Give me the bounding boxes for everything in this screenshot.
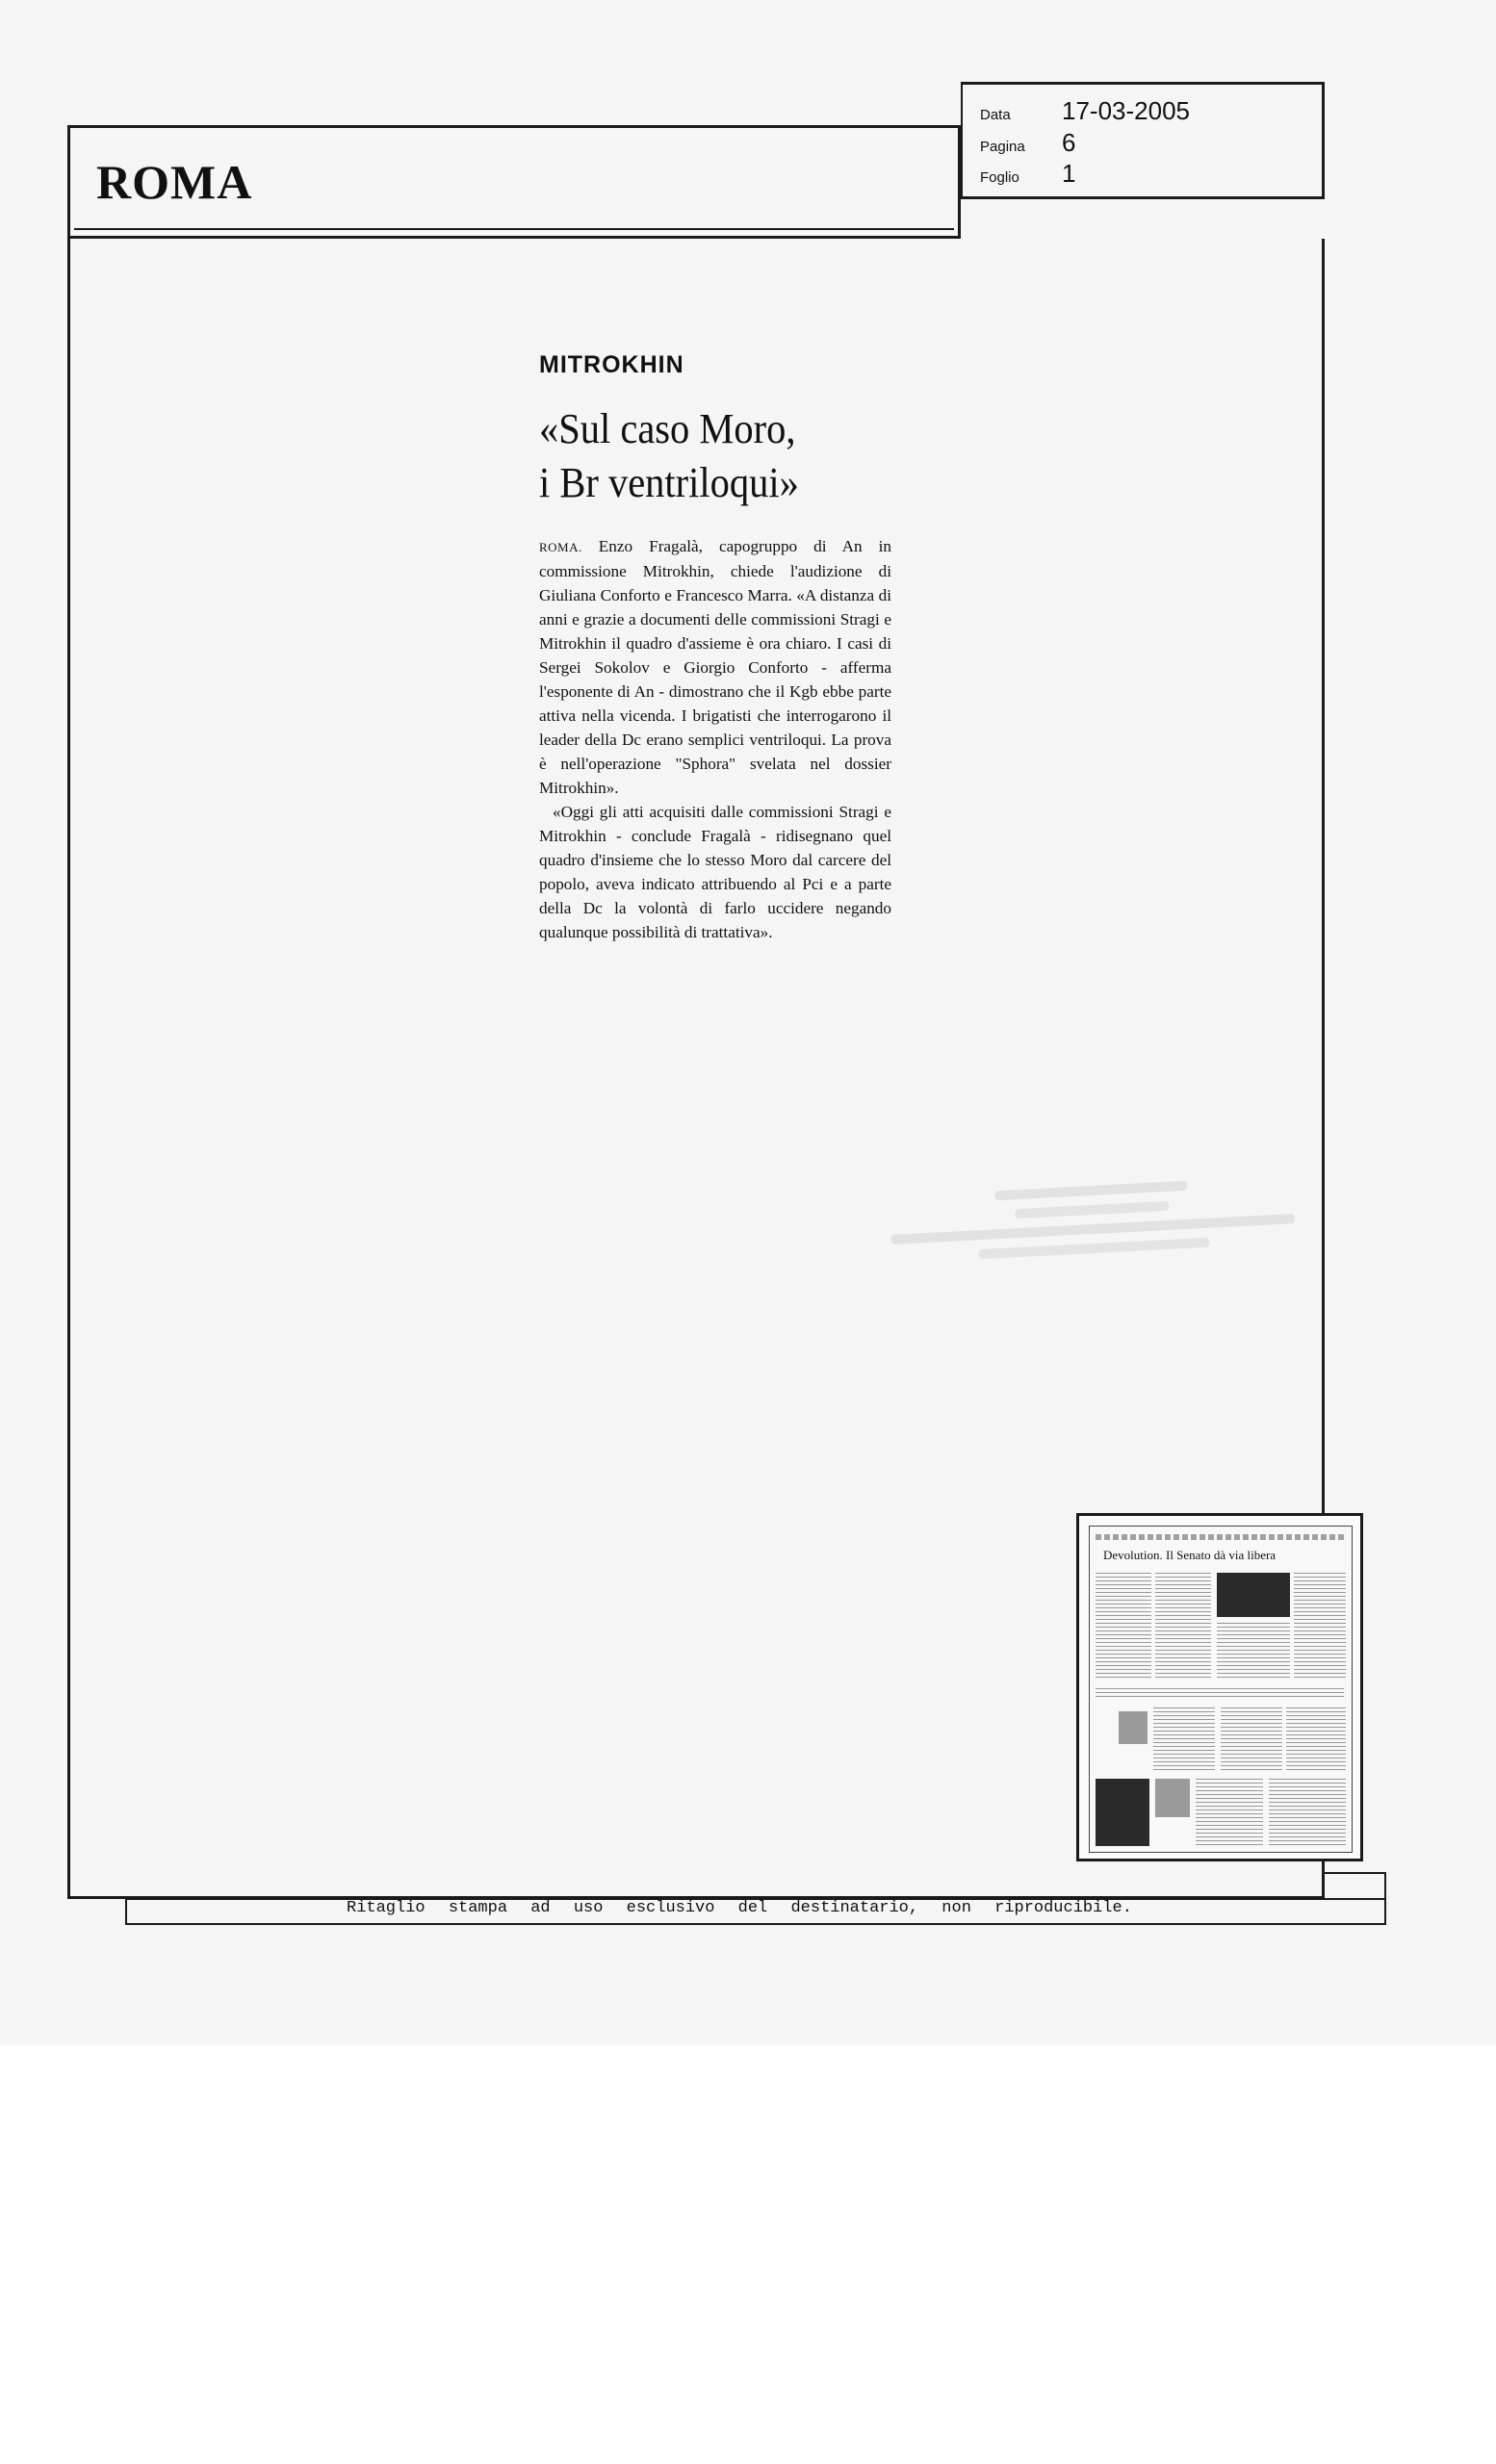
article-dateline: ROMA.: [539, 540, 582, 554]
thumbnail-column: [1221, 1707, 1282, 1771]
thumbnail-column: [1294, 1573, 1346, 1679]
newspaper-masthead: ROMA: [96, 155, 253, 209]
frame-rule: [125, 1898, 127, 1925]
page-thumbnail: [1076, 1513, 1363, 1861]
thumbnail-page: [1089, 1526, 1353, 1853]
thumbnail-rule: [1096, 1534, 1344, 1540]
thumbnail-column: [1155, 1573, 1211, 1679]
thumbnail-column: [1217, 1623, 1290, 1679]
thumbnail-column: [1269, 1779, 1346, 1846]
thumbnail-column: [1153, 1707, 1215, 1771]
paragraph-1-text: Enzo Fragalà, capogruppo di An in commissione Mitrokhin, chiede l'audizione di Giuliana Conforto e Francesco Marra. «A distanza di anni e grazie a documenti delle commissioni Stragi e Mitrokhin il quadro d'assieme è ora chiaro. I casi di Sergei Sokolov e Giorgio Conforto - afferma l'esponente di An - dimostrano che il Kgb ebbe parte attiva nella vicenda. I brigatisti che interrogarono il leader della Dc erano semplici ventriloqui. La prova è nell'operazione "Sphora" svelata nel dossier Mitrokhin».: [539, 537, 891, 797]
headline-line-1: «Sul caso Moro,: [539, 405, 796, 452]
thumbnail-column: [1286, 1707, 1346, 1771]
thumbnail-column: [1196, 1779, 1263, 1846]
page-row: [980, 128, 1075, 158]
date-value: 17-03-2005: [1062, 96, 1190, 125]
thumbnail-photo: [1155, 1779, 1190, 1817]
thumbnail-photo: [1119, 1711, 1148, 1744]
article-paragraph-1: [539, 534, 891, 800]
page-label: Pagina: [980, 139, 1025, 155]
thumbnail-headline: Devolution. Il Senato dà via libera: [1103, 1548, 1277, 1562]
date-label: Data: [980, 107, 1011, 123]
article-kicker: MITROKHIN: [539, 351, 684, 378]
article-paragraph-2: «Oggi gli atti acquisiti dalle commissioni Stragi e Mitrokhin - conclude Fragalà - ridisegnano quel quadro d'insieme che lo stesso Moro dal carcere del popolo, aveva indicato attribuendo al Pci e a parte della Dc la volontà di farlo uccidere negando qualunque possibilità di trattativa».: [539, 803, 891, 941]
thumbnail-column: [1096, 1688, 1344, 1700]
thumbnail-photo: [1217, 1573, 1290, 1617]
thumbnail-column: [1096, 1573, 1151, 1679]
frame-rule: [125, 1923, 1386, 1925]
thumbnail-photo: [1096, 1779, 1149, 1846]
article-body: [539, 534, 891, 944]
article-headline: [539, 402, 946, 510]
date-row: [980, 96, 1190, 126]
headline-line-2: i Br ventriloqui»: [539, 459, 799, 506]
reproduction-disclaimer: Ritaglio stampa ad uso esclusivo del destinatario, non riproducibile.: [347, 1899, 1132, 1917]
frame-rule: [1322, 1872, 1385, 1874]
metadata-box: [961, 82, 1325, 199]
page-value: 6: [1062, 128, 1076, 157]
sheet-value: 1: [1062, 159, 1076, 188]
sheet-label: Foglio: [980, 169, 1019, 186]
sheet-row: [980, 159, 1075, 189]
